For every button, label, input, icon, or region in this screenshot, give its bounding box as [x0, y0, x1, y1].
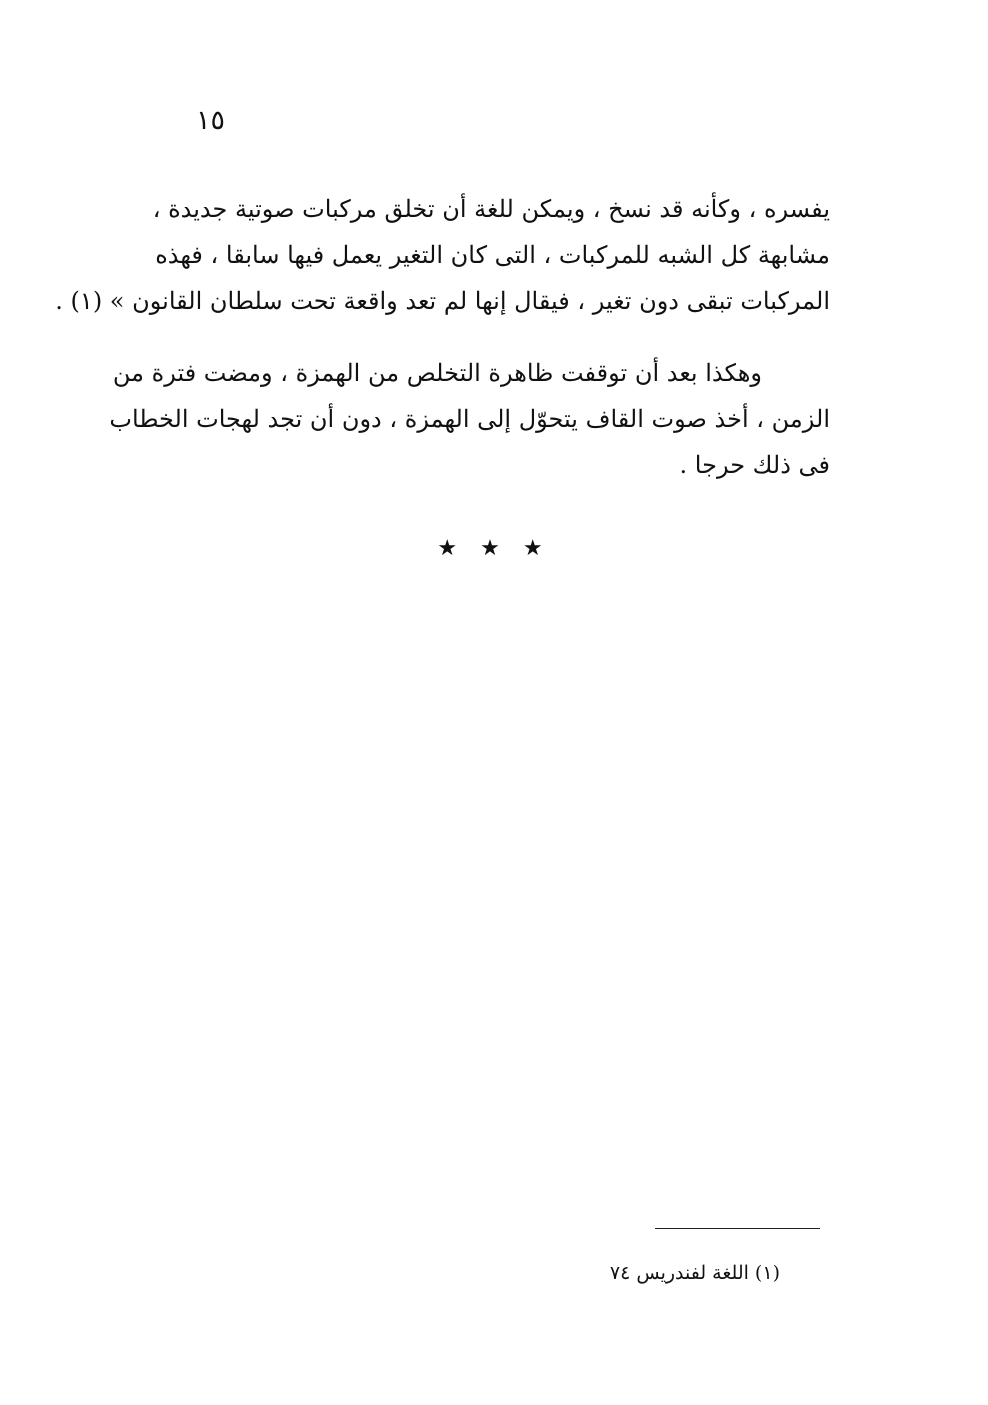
paragraph-1-line-3: المركبات تبقى دون تغير ، فيقال إنها لم تعد واقعة تحت سلطان القانون » (١) . — [55, 287, 830, 315]
page-number: ١٥ — [196, 105, 226, 136]
paragraph-2-line-2: الزمن ، أخذ صوت القاف يتحوّل إلى الهمزة ، دون أن تجد لهجات الخطاب — [109, 405, 830, 433]
paragraph-1 — [55, 186, 830, 324]
section-separator: ★ ★ ★ — [437, 536, 551, 561]
paragraph-2-line-1: وهكذا بعد أن توقفت ظاهرة التخلص من الهمزة ، ومضت فترة من — [112, 359, 762, 387]
paragraph-1-line-2: مشابهة كل الشبه للمركبات ، التى كان التغير يعمل فيها سابقا ، فهذه — [155, 241, 830, 269]
footnote-divider — [655, 1228, 820, 1229]
paragraph-2-line-3: فى ذلك حرجا . — [679, 451, 830, 479]
paragraph-1-line-1: يفسره ، وكأنه قد نسخ ، ويمكن للغة أن تخلق مركبات صوتية جديدة ، — [152, 195, 830, 223]
footnote: (١) اللغة لفندريس ٧٤ — [609, 1262, 780, 1284]
paragraph-2 — [109, 350, 830, 488]
